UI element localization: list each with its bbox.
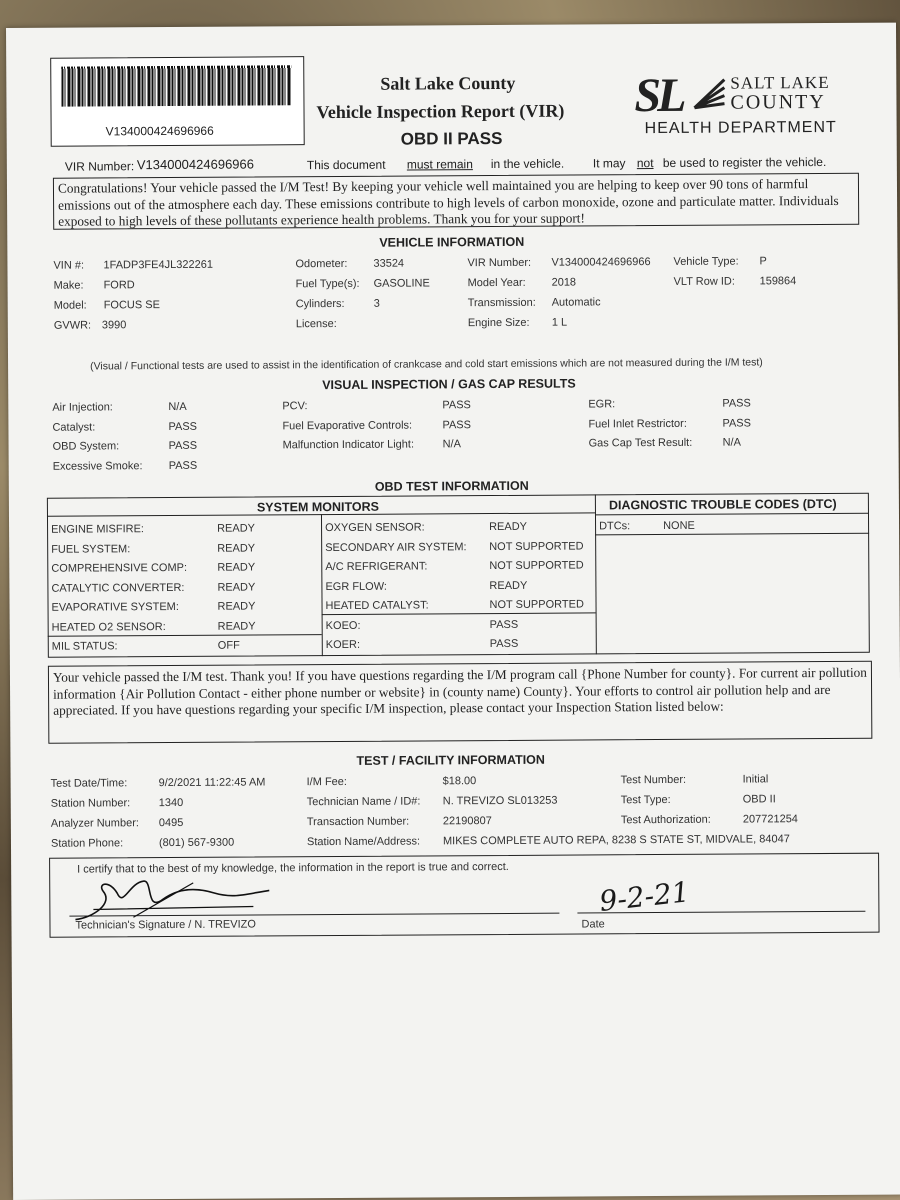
monitor-value: PASS — [489, 637, 519, 651]
monitor-label: EGR FLOW: — [325, 580, 387, 593]
logo-salt-lake: SALT LAKE — [730, 72, 830, 93]
monitor-value: READY — [217, 561, 256, 574]
barcode-box — [50, 56, 305, 147]
logo-county: COUNTY — [730, 90, 826, 114]
monitor-value: READY — [217, 522, 256, 535]
vir-value: V134000424696966 — [136, 156, 255, 173]
model-year-value: 2018 — [551, 276, 577, 289]
station-number-label: Station Number: — [50, 797, 131, 810]
certify-text: I certify that to the best of my knowledge, the information in the report is true and correct. — [77, 860, 509, 876]
address-value: MIKES COMPLETE AUTO REPA, 8238 S STATE ST, MIDVALE, 84047 — [442, 833, 790, 848]
monitor-value: NOT SUPPORTED — [489, 539, 584, 553]
test-date-value: 9/2/2021 11:22:45 AM — [158, 776, 266, 790]
monitor-value: READY — [217, 541, 256, 555]
visual-item-value: N/A — [722, 436, 741, 449]
visual-item-value: N/A — [442, 438, 461, 451]
doc-note-1: This document — [306, 157, 386, 173]
phone-value: (801) 567-9300 — [158, 836, 235, 850]
visual-item-value: PASS — [168, 439, 198, 453]
vir-number-label: VIR Number: — [467, 256, 532, 270]
monitor-value: READY — [217, 580, 256, 594]
station-number-value: 1340 — [158, 796, 184, 810]
visual-item-value: PASS — [722, 416, 751, 430]
address-label: Station Name/Address: — [306, 835, 421, 849]
monitor-value: PASS — [489, 618, 519, 631]
make-value: FORD — [103, 279, 135, 292]
congratulations-text: Congratulations! Your vehicle passed the I/M Test! By keeping your vehicle well maintained you are helping to keep over 90 tons of harmful emissions out of the atmosphere each day. These emissions contribute to high levels of carbon monoxide, ozone and particulate matter. Individuals exposed to high levels of these pollutants experience health problems. Thank you for your support! — [53, 173, 859, 230]
visual-item-label: PCV: — [282, 400, 308, 413]
monitor-label: SECONDARY AIR SYSTEM: — [325, 540, 467, 554]
facility-title: TEST / FACILITY INFORMATION — [356, 752, 545, 768]
visual-item-label: Air Injection: — [52, 401, 113, 414]
monitor-value: NOT SUPPORTED — [489, 598, 584, 612]
test-type-label: Test Type: — [620, 793, 671, 807]
health-department-logo — [634, 68, 844, 146]
monitor-label: COMPREHENSIVE COMP: — [51, 561, 188, 575]
engine-size-value: 1 L — [551, 316, 568, 329]
date-label: Date — [581, 918, 605, 931]
system-monitors-title: SYSTEM MONITORS — [256, 499, 379, 515]
analyzer-label: Analyzer Number: — [50, 817, 139, 830]
fee-value: $18.00 — [442, 775, 477, 788]
monitor-value: READY — [489, 520, 527, 534]
monitor-value: NOT SUPPORTED — [489, 559, 584, 573]
visual-item-label: OBD System: — [52, 440, 120, 453]
test-type-value: OBD II — [742, 793, 776, 806]
logo-health-department: HEALTH DEPARTMENT — [644, 118, 837, 138]
visual-item-label: Fuel Evaporative Controls: — [282, 419, 413, 432]
technician-value: N. TREVIZO SL013253 — [442, 794, 558, 808]
result-title: OBD II PASS — [400, 128, 503, 149]
monitor-label: EVAPORATIVE SYSTEM: — [51, 600, 179, 614]
test-auth-value: 207721254 — [742, 813, 798, 826]
monitor-label: A/C REFRIGERANT: — [325, 560, 428, 574]
gvwr-value: 3990 — [101, 319, 127, 332]
test-auth-label: Test Authorization: — [620, 813, 711, 827]
fuel-label: Fuel Type(s): — [295, 277, 360, 291]
vir-paper-sheet — [6, 23, 900, 1200]
make-label: Make: — [53, 279, 84, 292]
passed-text: Your vehicle passed the I/M test. Thank you! If you have questions regarding the I/M program call {Phone Number for county}. For current air pollution information {Air Pollution Contact - either phone number or website} in (county name) County}. Your efforts to control air pollution help and are appreciated. If you have questions regarding your specific I/M inspection, please contact your Inspection Station listed below: — [48, 661, 872, 744]
model-value: FOCUS SE — [103, 299, 160, 312]
dtc-value: NONE — [663, 519, 695, 532]
transmission-label: Transmission: — [467, 296, 536, 310]
vir-label: VIR Number: — [64, 159, 135, 174]
monitor-label: FUEL SYSTEM: — [51, 542, 131, 556]
vin-value: 1FADP3FE4JL322261 — [103, 258, 213, 272]
monitor-label: KOEO: — [325, 619, 361, 632]
visual-item-value: PASS — [442, 418, 471, 431]
monitor-value: OFF — [217, 639, 240, 652]
monitor-label: CATALYTIC CONVERTER: — [51, 581, 185, 595]
odometer-label: Odometer: — [295, 257, 348, 271]
license-label: License: — [295, 317, 337, 331]
visual-item-label: Catalyst: — [52, 420, 96, 434]
phone-label: Station Phone: — [50, 837, 124, 850]
cylinders-value: 3 — [373, 297, 380, 310]
obd-table — [47, 493, 870, 658]
visual-title: VISUAL INSPECTION / GAS CAP RESULTS — [322, 376, 576, 393]
visual-item-label: Excessive Smoke: — [52, 459, 143, 473]
dtc-title: DIAGNOSTIC TROUBLE CODES (DTC) — [608, 496, 837, 513]
county-title: Salt Lake County — [380, 72, 516, 94]
model-year-label: Model Year: — [467, 276, 526, 290]
monitor-label: HEATED CATALYST: — [325, 599, 429, 613]
engine-size-label: Engine Size: — [467, 316, 530, 330]
analyzer-value: 0495 — [158, 816, 184, 830]
transaction-label: Transaction Number: — [306, 815, 410, 829]
monitor-label: HEATED O2 SENSOR: — [51, 620, 166, 634]
monitor-value: READY — [489, 579, 528, 592]
monitor-value: READY — [217, 600, 256, 613]
vehicle-type-label: Vehicle Type: — [673, 255, 739, 268]
doc-note-must: must remain — [406, 157, 473, 172]
may-not: not — [636, 156, 654, 171]
visual-item-value: PASS — [722, 397, 751, 410]
barcode-number: V134000424696966 — [105, 123, 214, 139]
transaction-value: 22190807 — [442, 815, 492, 828]
monitor-label: MIL STATUS: — [51, 640, 118, 653]
fuel-value: GASOLINE — [373, 277, 430, 290]
technician-label: Technician Name / ID#: — [306, 795, 421, 809]
gvwr-label: GVWR: — [53, 319, 92, 332]
test-number-value: Initial — [742, 773, 769, 786]
visual-item-label: Malfunction Indicator Light: — [282, 438, 415, 452]
may-2: be used to register the vehicle. — [662, 154, 827, 170]
visual-item-value: PASS — [168, 459, 198, 472]
monitor-value: READY — [217, 619, 256, 633]
test-date-label: Test Date/Time: — [50, 777, 128, 790]
fee-label: I/M Fee: — [306, 775, 347, 789]
transmission-value: Automatic — [551, 296, 601, 309]
visual-item-label: Gas Cap Test Result: — [588, 436, 693, 450]
logo-sunburst-icon — [692, 76, 726, 110]
vehicle-info-title: VEHICLE INFORMATION — [379, 234, 525, 250]
report-title: Vehicle Inspection Report (VIR) — [316, 100, 565, 123]
visual-item-value: PASS — [442, 399, 471, 412]
vir-number-value: V134000424696966 — [551, 256, 651, 269]
handwritten-date: 9-2-21 — [597, 875, 692, 919]
visual-item-value: N/A — [168, 400, 187, 414]
monitor-label: OXYGEN SENSOR: — [325, 521, 425, 535]
model-label: Model: — [53, 299, 87, 312]
obd-title: OBD TEST INFORMATION — [374, 478, 529, 494]
signature-label: Technician's Signature / N. TREVIZO — [75, 918, 256, 932]
monitor-label: KOER: — [325, 638, 361, 652]
vlt-row-label: VLT Row ID: — [673, 275, 735, 288]
logo-sl-mark: SL — [634, 68, 683, 123]
dtc-label: DTCs: — [599, 520, 631, 533]
may-1: It may — [592, 156, 626, 171]
cylinders-label: Cylinders: — [295, 297, 345, 311]
technician-signature — [73, 872, 273, 923]
vlt-row-value: 159864 — [759, 275, 797, 288]
visual-item-value: PASS — [168, 420, 198, 433]
visual-item-label: EGR: — [588, 398, 616, 411]
vin-label: VIN #: — [53, 259, 85, 272]
monitor-label: ENGINE MISFIRE: — [51, 523, 145, 536]
vehicle-type-value: P — [759, 255, 767, 268]
visual-note: (Visual / Functional tests are used to assist in the identification of crankcase and cold start emissions which are not measured during the I/M test) — [90, 356, 763, 373]
test-number-label: Test Number: — [620, 773, 687, 787]
odometer-value: 33524 — [373, 257, 405, 270]
doc-note-2: in the vehicle. — [490, 156, 565, 172]
barcode-bars — [61, 65, 291, 106]
visual-item-label: Fuel Inlet Restrictor: — [588, 417, 687, 430]
